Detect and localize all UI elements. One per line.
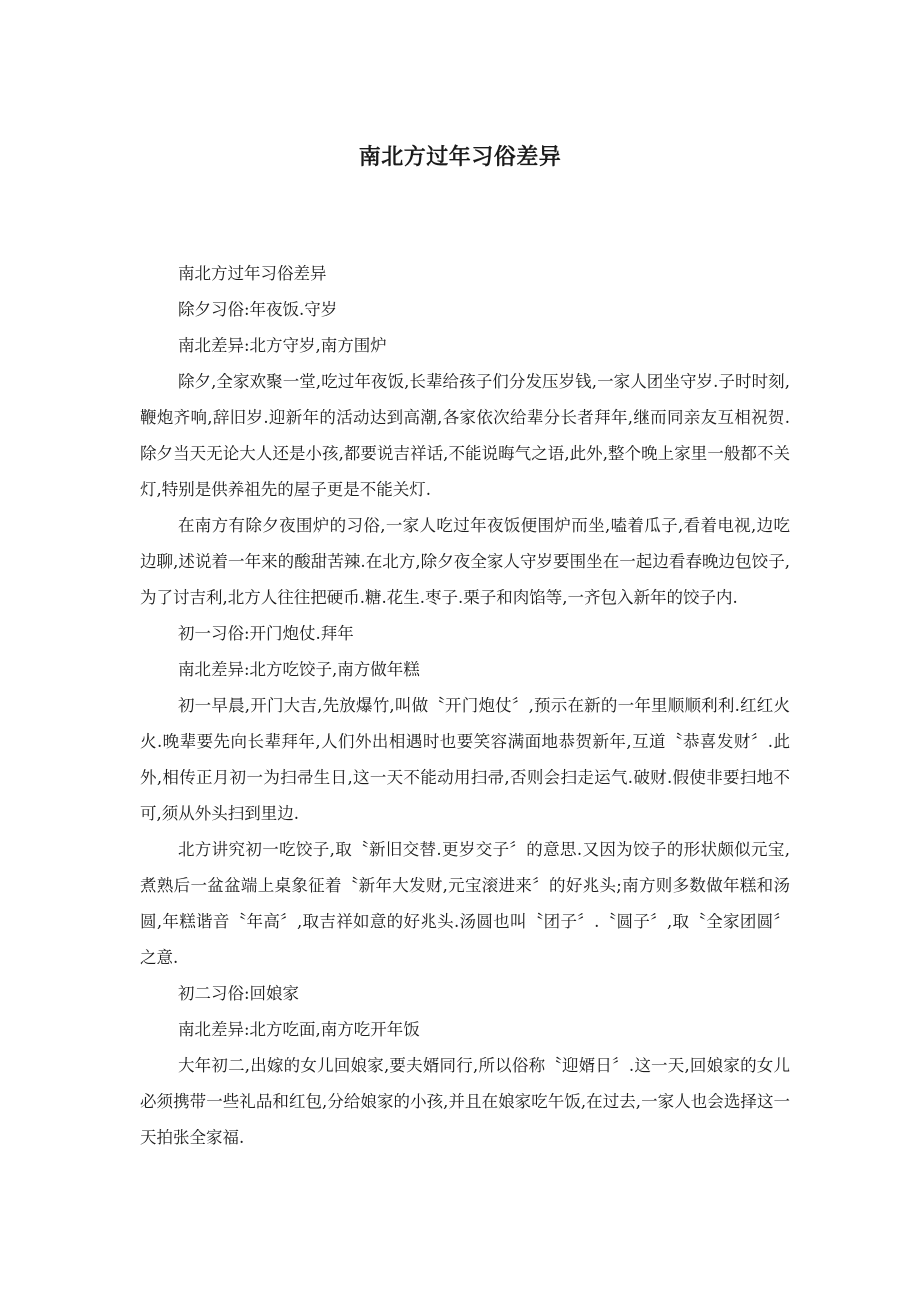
document-title: 南北方过年习俗差异 xyxy=(358,144,562,170)
paragraph-day-two-description: 大年初二,出嫁的女儿回娘家,要夫婿同行,所以俗称〝迎婿日〞.这一天,回娘家的女儿必须携带一些礼品和红包,分给娘家的小孩,并且在娘家吃午饭,在过去,一家人也会选择这一天拍张全家福. xyxy=(140,1056,790,1147)
paragraph-custom-day-two: 初二习俗:回娘家 xyxy=(177,984,299,1003)
document-body xyxy=(140,256,790,1156)
paragraph-south-north-eve: 在南方有除夕夜围炉的习俗,一家人吃过年夜饭便围炉而坐,嗑着瓜子,看着电视,边吃边聊,述说着一年来的酸甜苦辣.在北方,除夕夜全家人守岁要围坐在一起边看春晚边包饺子,为了讨吉利,北方人往往把硬币.糖.花生.枣子.栗子和肉馅等,一齐包入新年的饺子内. xyxy=(140,516,790,607)
paragraph-difference-day-two: 南北差异:北方吃面,南方吃开年饭 xyxy=(177,1020,420,1039)
paragraph-day-one-description: 初一早晨,开门大吉,先放爆竹,叫做〝开门炮仗〞,预示在新的一年里顺顺利利.红红火火.晚辈要先向长辈拜年,人们外出相遇时也要笑容满面地恭贺新年,互道〝恭喜发财〞.此外,相传正月初一为扫帚生日,这一天不能动用扫帚,否则会扫走运气.破财.假使非要扫地不可,须从外头扫到里边. xyxy=(140,696,790,823)
paragraph-difference-newyear-eve: 南北差异:北方守岁,南方围炉 xyxy=(177,336,387,355)
paragraph-heading: 南北方过年习俗差异 xyxy=(177,264,327,283)
paragraph-newyear-eve-description: 除夕,全家欢聚一堂,吃过年夜饭,长辈给孩子们分发压岁钱,一家人团坐守岁.子时时刻,鞭炮齐响,辞旧岁.迎新年的活动达到高潮,各家依次给辈分长者拜年,继而同亲友互相祝贺.除夕当天无论大人还是小孩,都要说吉祥话,不能说晦气之语,此外,整个晚上家里一般都不关灯,特别是供养祖先的屋子更是不能关灯. xyxy=(140,372,790,499)
paragraph-day-one-food: 北方讲究初一吃饺子,取〝新旧交替.更岁交子〞的意思.又因为饺子的形状颇似元宝,煮熟后一盆盆端上桌象征着〝新年大发财,元宝滚进来〞的好兆头;南方则多数做年糕和汤圆,年糕谐音〝年高〞,取吉祥如意的好兆头.汤圆也叫〝团子〞.〝圆子〞,取〝全家团圆〞之意. xyxy=(140,840,790,967)
paragraph-custom-day-one: 初一习俗:开门炮仗.拜年 xyxy=(177,624,354,643)
paragraph-custom-newyear-eve: 除夕习俗:年夜饭.守岁 xyxy=(177,300,338,319)
paragraph-difference-day-one: 南北差异:北方吃饺子,南方做年糕 xyxy=(177,660,420,679)
